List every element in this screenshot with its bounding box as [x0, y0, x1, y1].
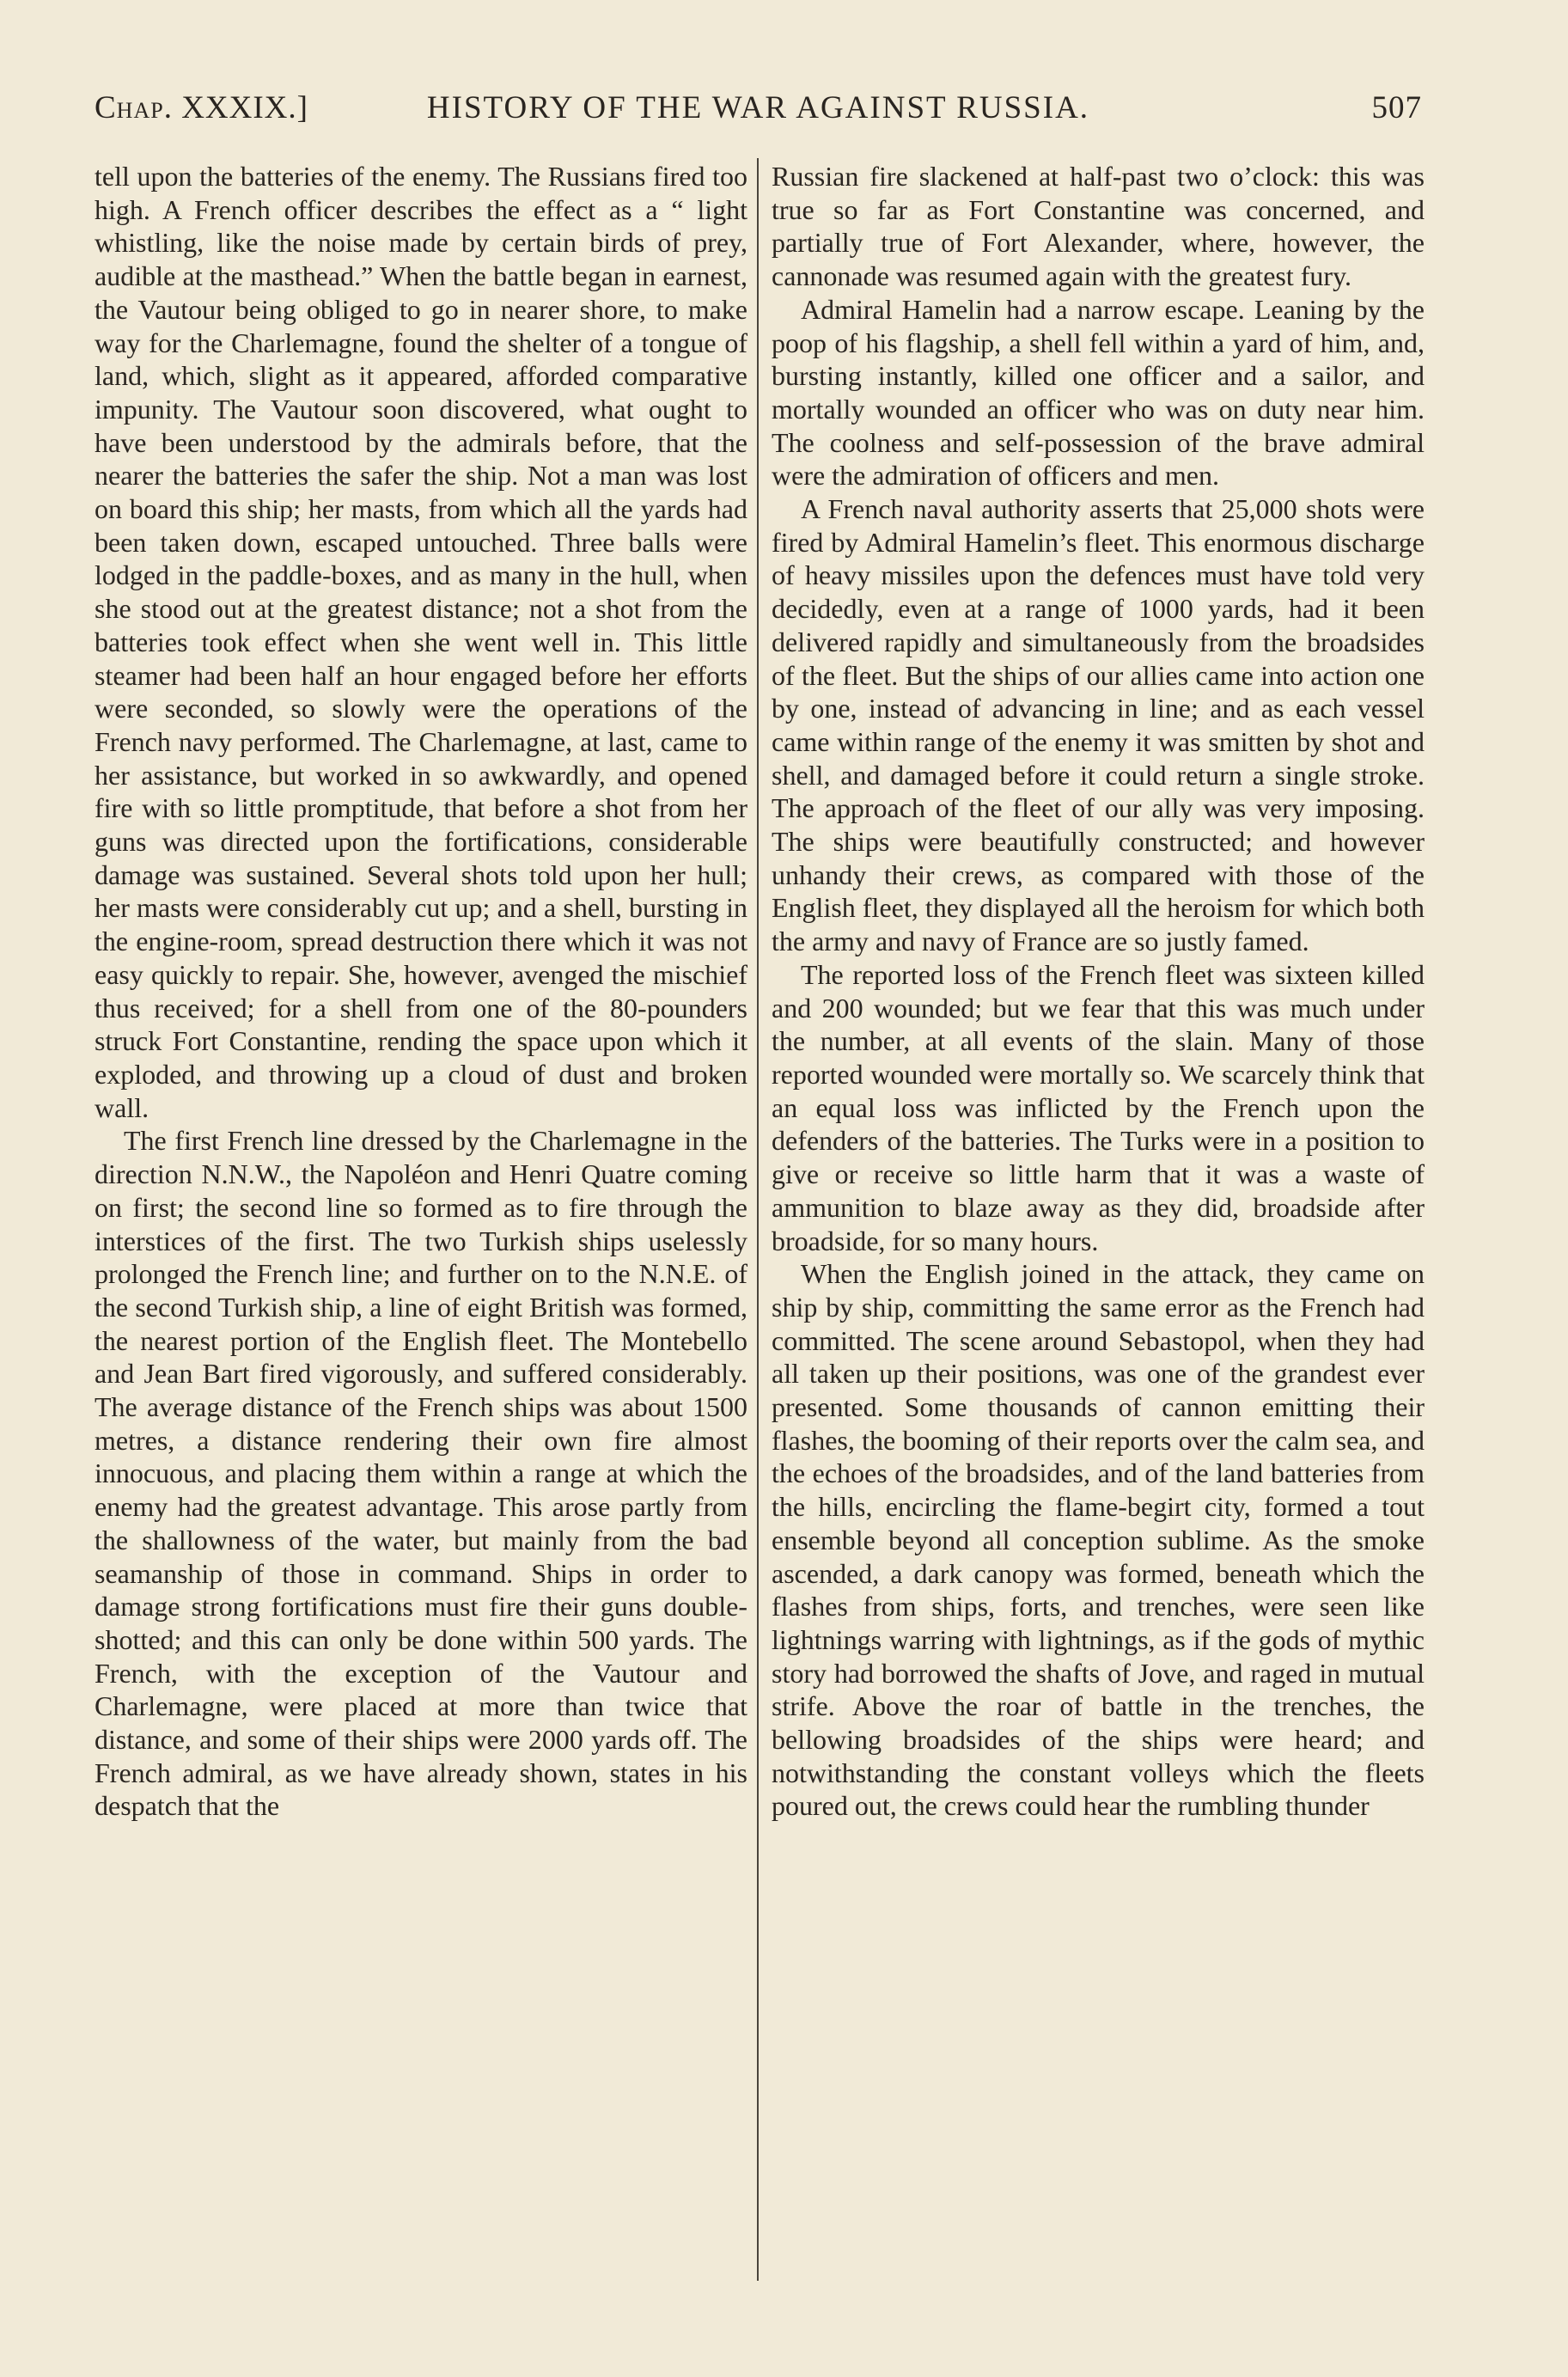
right-column: [772, 160, 1425, 1823]
page-number: 507: [1371, 90, 1422, 125]
paragraph: The first French line dressed by the Charlemagne in the direction N.N.W., the Napoléon and Henri Quatre coming on first; the second line so formed as to fire through the interstices of the first. The two Turkish ships uselessly prolonged the French line; and further on to the N.N.E. of the second Turkish ship, a line of eight British was formed, the nearest portion of the English fleet. The Montebello and Jean Bart fired vigorously, and suffered considerably. The average distance of the French ships was about 1500 metres, a distance rendering their own fire almost innocuous, and placing them within a range at which the enemy had the greatest advantage. This arose partly from the shallowness of the water, but mainly from the bad seamanship of those in command. Ships in order to damage strong fortifications must fire their guns double-shotted; and this can only be done within 500 yards. The French, with the exception of the Vautour and Charlemagne, were placed at more than twice that distance, and some of their ships were 2000 yards off. The French admiral, as we have already shown, states in his despatch that the: [95, 1125, 747, 1822]
paragraph: When the English joined in the attack, they came on ship by ship, committing the same error as the French had committed. The scene around Sebastopol, when they had all taken up their positions, was one of the grandest ever presented. Some thousands of cannon emitting their flashes, the booming of their reports over the calm sea, and the echoes of the broadsides, and of the land batteries from the hills, encircling the flame-begirt city, formed a tout ensemble beyond all conception sublime. As the smoke ascended, a dark canopy was formed, beneath which the flashes from ships, forts, and trenches, were seen like lightnings warring with lightnings, as if the gods of mythic story had borrowed the shafts of Jove, and raged in mutual strife. Above the roar of battle in the trenches, the bellowing broadsides of the ships were heard; and notwithstanding the constant volleys which the fleets poured out, the crews could hear the rumbling thunder: [772, 1258, 1425, 1822]
paragraph: tell upon the batteries of the enemy. The Russians fired too high. A French officer describes the effect as a “ light whistling, like the noise made by certain birds of prey, audible at the masthead.” When the battle began in earnest, the Vautour being obliged to go in nearer shore, to make way for the Charlemagne, found the shelter of a tongue of land, which, slight as it appeared, afforded comparative impunity. The Vautour soon discovered, what ought to have been understood by the admirals before, that the nearer the batteries the safer the ship. Not a man was lost on board this ship; her masts, from which all the yards had been taken down, escaped untouched. Three balls were lodged in the paddle-boxes, and as many in the hull, when she stood out at the greatest distance; not a shot from the batteries took effect when she went well in. This little steamer had been half an hour engaged before her efforts were seconded, so slowly were the operations of the French navy performed. The Charlemagne, at last, came to her assistance, but worked in so awkwardly, and opened fire with so little promptitude, that before a shot from her guns was directed upon the fortifications, considerable damage was sustained. Several shots told upon her hull; her masts were considerably cut up; and a shell, bursting in the engine-room, spread destruction there which it was not easy quickly to repair. She, however, avenged the mischief thus received; for a shell from one of the 80-pounders struck Fort Constantine, rending the space upon which it exploded, and throwing up a cloud of dust and broken wall.: [95, 161, 747, 1123]
running-head: [95, 89, 1422, 132]
chapter-label: Chap. XXXIX.]: [95, 90, 308, 125]
paragraph: Admiral Hamelin had a narrow escape. Leaning by the poop of his flagship, a shell fell within a yard of him, and, bursting instantly, killed one officer and a sailor, and mortally wounded an officer who was on duty near him. The coolness and self-possession of the brave admiral were the admiration of officers and men.: [772, 293, 1425, 492]
paragraph: A French naval authority asserts that 25,000 shots were fired by Admiral Hamelin’s fleet. This enormous discharge of heavy missiles upon the defences must have told very decidedly, even at a range of 1000 yards, had it been delivered rapidly and simultaneously from the broadsides of the fleet. But the ships of our allies came into action one by one, instead of advancing in line; and as each vessel came within range of the enemy it was smitten by shot and shell, and damaged before it could return a single stroke. The approach of the fleet of our ally was very imposing. The ships were beautifully constructed; and however unhandy their crews, as compared with those of the English fleet, they displayed all the heroism for which both the army and navy of France are so justly famed.: [772, 493, 1425, 957]
paragraph: The reported loss of the French fleet was sixteen killed and 200 wounded; but we fear that this was much under the number, at all events of the slain. Many of those reported wounded were mortally so. We scarcely think that an equal loss was inflicted by the French upon the defenders of the batteries. The Turks were in a position to give or receive so little harm that it was a waste of ammunition to blaze away as they did, broadside after broadside, for so many hours.: [772, 958, 1425, 1256]
paragraph: Russian fire slackened at half-past two o’clock: this was true so far as Fort Constantine was concerned, and partially true of Fort Alexander, where, however, the cannonade was resumed again with the greatest fury.: [772, 161, 1425, 292]
page-title: HISTORY OF THE WAR AGAINST RUSSIA.: [426, 90, 1090, 125]
left-column: [95, 160, 747, 1823]
column-divider: [757, 158, 759, 2281]
